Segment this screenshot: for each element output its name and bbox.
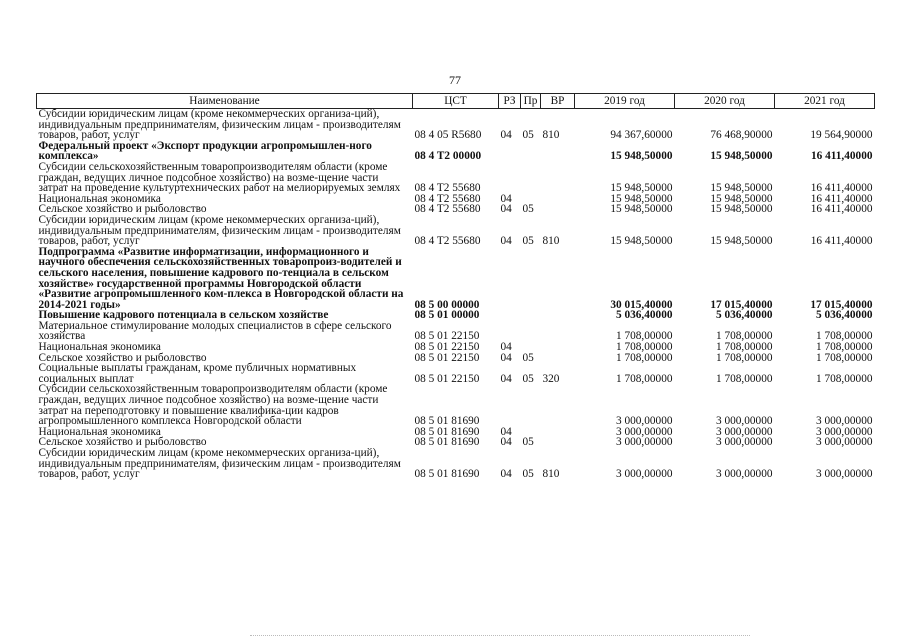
row-2019: 3 000,00000 <box>616 425 673 438</box>
header-cst: ЦСТ <box>413 94 499 109</box>
row-rz <box>499 141 521 162</box>
row-2019: 3 000,00000 <box>616 468 673 481</box>
row-cst: 08 5 01 22150 <box>414 372 480 385</box>
header-2019: 2019 год <box>575 94 675 109</box>
row-2021: 17 015,40000 <box>810 298 873 311</box>
table-row <box>37 247 875 311</box>
row-2021: 16 411,40000 <box>810 203 873 216</box>
table-row <box>37 109 875 141</box>
row-cst: 08 4 T2 00000 <box>414 150 482 163</box>
header-name: Наименование <box>37 94 413 109</box>
row-cst: 08 4 T2 55680 <box>414 182 481 195</box>
row-vr <box>541 141 575 162</box>
row-2021: 5 036,40000 <box>816 309 873 322</box>
row-2020: 1 708,00000 <box>716 341 773 354</box>
row-vr: 810 <box>542 235 560 248</box>
row-2019: 3 000,00000 <box>616 436 673 449</box>
row-cst: 08 5 01 81690 <box>414 468 480 481</box>
row-rz: 04 <box>500 425 512 438</box>
row-2020: 15 948,50000 <box>710 235 773 248</box>
header-2020: 2020 год <box>675 94 775 109</box>
header-rz: РЗ <box>499 94 521 109</box>
row-cst: 08 5 01 81690 <box>414 425 480 438</box>
row-2020: 17 015,40000 <box>710 298 773 311</box>
row-pr <box>521 384 541 426</box>
row-2020: 1 708,00000 <box>716 351 773 364</box>
row-cst: 08 5 01 81690 <box>414 415 480 428</box>
row-2020: 1 708,00000 <box>716 372 773 385</box>
row-name: Субсидии сельскохозяйственным товаропроизводителям области (кроме граждан, ведущих личное подсобное хозяйство) на возме-щение части затрат на переподготовку и повышение квалифика-ции кадров агропромышленного комплекса Новгородской области <box>38 383 388 428</box>
row-2019: 3 000,00000 <box>616 415 673 428</box>
row-2019: 30 015,40000 <box>610 298 673 311</box>
row-rz <box>499 384 521 426</box>
row-name: Сельское хозяйство и рыболовство <box>38 351 207 364</box>
row-cst: 08 5 00 00000 <box>414 298 480 311</box>
row-name: Субсидии юридическим лицам (кроме некоммерческих организа-ций), индивидуальным предпринимателям, физическим лицам - производителям товаров, работ, услуг <box>38 447 401 481</box>
row-2020: 3 000,00000 <box>716 415 773 428</box>
row-name: Субсидии юридическим лицам (кроме некоммерческих организа-ций), индивидуальным предпринимателям, физическим лицам - производителям товаров, работ, услуг <box>38 108 401 142</box>
row-2021: 16 411,40000 <box>810 150 873 163</box>
row-name: Повышение кадрового потенциала в сельском хозяйстве <box>38 309 329 322</box>
row-vr <box>541 247 575 311</box>
row-2021: 1 708,00000 <box>816 372 873 385</box>
row-2019: 1 708,00000 <box>616 372 673 385</box>
row-rz: 04 <box>500 351 512 364</box>
row-pr <box>521 141 541 162</box>
row-2019: 1 708,00000 <box>616 341 673 354</box>
row-cst: 08 4 T2 55680 <box>414 203 481 216</box>
row-2020: 3 000,00000 <box>716 425 773 438</box>
row-2019: 15 948,50000 <box>610 150 673 163</box>
row-name: Национальная экономика <box>38 425 161 438</box>
row-rz: 04 <box>500 203 512 216</box>
table-row <box>37 215 875 247</box>
row-rz: 04 <box>500 235 512 248</box>
row-rz <box>499 247 521 311</box>
row-vr <box>541 204 575 215</box>
row-rz <box>499 310 521 321</box>
row-2021: 3 000,00000 <box>816 425 873 438</box>
row-2021: 1 708,00000 <box>816 351 873 364</box>
row-vr <box>541 437 575 448</box>
row-pr: 05 <box>522 436 534 449</box>
row-pr: 05 <box>522 235 534 248</box>
footer-scan-line <box>250 635 750 637</box>
row-rz: 04 <box>500 129 512 142</box>
row-2021: 19 564,90000 <box>810 129 873 142</box>
table-row <box>37 162 875 194</box>
row-vr <box>541 342 575 353</box>
table-row <box>37 448 875 480</box>
row-pr <box>521 321 541 342</box>
row-cst: 08 5 01 00000 <box>414 309 480 322</box>
row-2020: 1 708,00000 <box>716 330 773 343</box>
row-cst: 08 5 01 22150 <box>414 330 480 343</box>
row-pr: 05 <box>522 468 534 481</box>
row-name: Федеральный проект «Экспорт продукции агропромышлен-ного комплекса» <box>38 139 372 163</box>
table-row <box>37 384 875 426</box>
row-2021: 16 411,40000 <box>810 192 873 205</box>
row-cst: 08 5 01 22150 <box>414 341 480 354</box>
header-2021: 2021 год <box>775 94 875 109</box>
row-rz: 04 <box>500 372 512 385</box>
row-2020: 3 000,00000 <box>716 436 773 449</box>
row-pr <box>521 310 541 321</box>
budget-table <box>36 93 875 480</box>
row-vr <box>541 310 575 321</box>
row-vr <box>541 162 575 194</box>
row-vr <box>541 194 575 205</box>
row-cst: 08 4 05 R5680 <box>414 129 482 142</box>
row-vr: 810 <box>542 129 560 142</box>
row-2019: 5 036,40000 <box>616 309 673 322</box>
row-vr <box>541 321 575 342</box>
row-name: Сельское хозяйство и рыболовство <box>38 436 207 449</box>
table-body <box>37 109 875 480</box>
row-pr: 05 <box>522 372 534 385</box>
row-2021: 1 708,00000 <box>816 330 873 343</box>
row-2019: 15 948,50000 <box>610 192 673 205</box>
row-2020: 15 948,50000 <box>710 182 773 195</box>
row-pr: 05 <box>522 351 534 364</box>
table-header-row <box>37 94 875 109</box>
row-name: Национальная экономика <box>38 192 161 205</box>
row-2019: 1 708,00000 <box>616 351 673 364</box>
row-2021: 16 411,40000 <box>810 182 873 195</box>
table-row <box>37 321 875 342</box>
row-2019: 15 948,50000 <box>610 235 673 248</box>
row-2019: 15 948,50000 <box>610 203 673 216</box>
row-2019: 15 948,50000 <box>610 182 673 195</box>
row-vr: 320 <box>542 372 560 385</box>
row-2021: 16 411,40000 <box>810 235 873 248</box>
page-number: 77 <box>449 73 461 87</box>
row-pr: 05 <box>522 203 534 216</box>
row-name: Социальные выплаты гражданам, кроме публичных нормативных социальных выплат <box>38 362 357 385</box>
table-row <box>37 141 875 162</box>
row-pr <box>521 247 541 311</box>
row-rz: 04 <box>500 436 512 449</box>
header-vr: ВР <box>541 94 575 109</box>
row-name: Подпрограмма «Развитие информатизации, информационного и научного обеспечения сельскохозяйственных товаропроиз-водителей и сельского населения, повышение кадрового по-тенциала в сельском хозяйстве» государственной программы Новгородской области «Развитие агропромышленного ком-плекса в Новгородской области на 2014-2021 годы» <box>38 245 404 311</box>
table-row <box>37 363 875 384</box>
row-name: Национальная экономика <box>38 341 161 354</box>
row-name: Материальное стимулирование молодых специалистов в сфере сельского хозяйства <box>38 319 392 343</box>
row-rz: 04 <box>500 341 512 354</box>
row-2021: 1 708,00000 <box>816 341 873 354</box>
row-2020: 15 948,50000 <box>710 150 773 163</box>
row-2021: 3 000,00000 <box>816 415 873 428</box>
row-rz: 04 <box>500 468 512 481</box>
row-2021: 3 000,00000 <box>816 436 873 449</box>
row-vr <box>541 353 575 364</box>
row-vr <box>541 384 575 426</box>
row-rz: 04 <box>500 192 512 205</box>
row-cst: 08 4 T2 55680 <box>414 192 481 205</box>
row-name: Сельское хозяйство и рыболовство <box>38 203 207 216</box>
row-pr <box>521 162 541 194</box>
row-2019: 1 708,00000 <box>616 330 673 343</box>
row-2020: 15 948,50000 <box>710 192 773 205</box>
row-2020: 76 468,90000 <box>710 129 773 142</box>
row-2019: 94 367,60000 <box>610 129 673 142</box>
row-2020: 15 948,50000 <box>710 203 773 216</box>
row-2020: 5 036,40000 <box>716 309 773 322</box>
row-name: Субсидии сельскохозяйственным товаропроизводителям области (кроме граждан, ведущих личное подсобное хозяйство) на возме-щение части затрат на проведение культуртехнических работ на мелиорируемых землях <box>38 160 401 195</box>
row-rz <box>499 162 521 194</box>
row-vr: 810 <box>542 468 560 481</box>
header-pr: Пр <box>521 94 541 109</box>
row-rz <box>499 321 521 342</box>
row-vr <box>541 427 575 438</box>
row-cst: 08 5 01 81690 <box>414 436 480 449</box>
row-2021: 3 000,00000 <box>816 468 873 481</box>
row-2020: 3 000,00000 <box>716 468 773 481</box>
row-cst: 08 5 01 22150 <box>414 351 480 364</box>
row-cst: 08 4 T2 55680 <box>414 235 481 248</box>
row-pr: 05 <box>522 129 534 142</box>
row-name: Субсидии юридическим лицам (кроме некоммерческих организа-ций), индивидуальным предпринимателям, физическим лицам - производителям товаров, работ, услуг <box>38 213 401 248</box>
